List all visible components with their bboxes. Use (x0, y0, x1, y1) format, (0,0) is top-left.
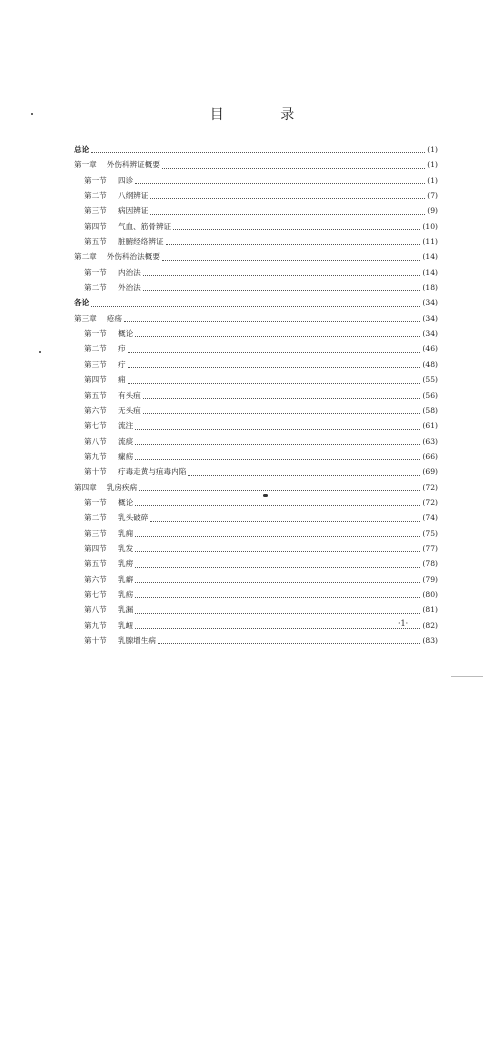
entry-title: 概论 (118, 497, 134, 507)
entry-page-number: (61) (422, 421, 438, 431)
dot-leader (128, 382, 421, 384)
section-number: 第二节 (84, 344, 107, 354)
toc-entry (74, 449, 438, 464)
entry-page-number: (18) (422, 283, 438, 293)
entry-page-number: (34) (422, 298, 438, 308)
section-number: 第六节 (84, 405, 107, 415)
toc-entry (74, 326, 438, 341)
entry-page-number: (75) (422, 528, 438, 538)
entry-title: 流痰 (118, 436, 134, 446)
toc-entry (74, 602, 438, 617)
dot-leader (128, 366, 421, 368)
dot-leader (135, 443, 420, 445)
section-number: 第七节 (84, 589, 107, 599)
entry-title: 流注 (118, 421, 134, 431)
section-number: 第五节 (84, 559, 107, 569)
chapter-number: 第二章 (74, 252, 97, 262)
toc-entry (74, 464, 438, 479)
dot-leader (143, 412, 421, 414)
toc-entry (74, 418, 438, 433)
entry-page-number: (46) (422, 344, 438, 354)
dot-leader (135, 581, 420, 583)
dot-leader (135, 504, 420, 506)
section-number: 第八节 (84, 605, 107, 615)
chapter-number: 第四章 (74, 482, 97, 492)
toc-entry (74, 173, 438, 188)
entry-title: 乳痈 (118, 528, 134, 538)
toc-entry (74, 572, 438, 587)
entry-page-number: (80) (422, 589, 438, 599)
toc-entry (74, 280, 438, 295)
section-number: 第九节 (84, 451, 107, 461)
section-number: 第三节 (84, 206, 107, 216)
dot-leader (143, 274, 421, 276)
dot-leader (91, 305, 420, 307)
entry-page-number: (63) (422, 436, 438, 446)
toc-entry (74, 295, 438, 310)
section-number: 第十节 (84, 467, 107, 477)
toc-entry (74, 234, 438, 249)
entry-page-number: (55) (422, 375, 438, 385)
dot-leader (135, 182, 425, 184)
entry-title: 病因辨证 (118, 206, 149, 216)
entry-title: 瘰疬 (118, 451, 134, 461)
dot-leader (139, 489, 420, 491)
toc-entry (74, 265, 438, 280)
entry-title: 脏腑经络辨证 (118, 237, 164, 247)
section-number: 第四节 (84, 221, 107, 231)
entry-title: 外伤科治法概要 (106, 252, 160, 262)
section-number: 第五节 (84, 390, 107, 400)
toc-entry (74, 341, 438, 356)
entry-page-number: (34) (422, 329, 438, 339)
entry-title: 乳癖 (118, 574, 134, 584)
section-number: 第七节 (84, 421, 107, 431)
scan-speck (31, 113, 33, 115)
entry-page-number: (1) (427, 160, 438, 170)
section-number: 第一节 (84, 267, 107, 277)
entry-page-number: (72) (422, 482, 438, 492)
scan-line (451, 676, 483, 677)
entry-title: 乳腺增生病 (118, 636, 156, 645)
entry-page-number: (14) (422, 252, 438, 262)
entry-title: 外伤科辨证概要 (106, 160, 160, 170)
entry-page-number: (34) (422, 313, 438, 323)
entry-page-number: (81) (422, 605, 438, 615)
entry-page-number: (78) (422, 559, 438, 569)
section-number: 第八节 (84, 436, 107, 446)
section-number: 第一节 (84, 329, 107, 339)
toc-entry (74, 587, 438, 602)
entry-title: 疔 (118, 359, 126, 369)
entry-title: 乳痨 (118, 559, 134, 569)
entry-title: 四诊 (118, 175, 134, 185)
section-number: 第一节 (84, 497, 107, 507)
toc-entry (74, 157, 438, 172)
entry-page-number: (9) (427, 206, 438, 216)
entry-title: 乳疬 (118, 589, 134, 599)
toc-entry (74, 434, 438, 449)
toc-entry (74, 633, 438, 648)
toc-entry (74, 249, 438, 264)
dot-leader (162, 167, 425, 169)
toc-entry (74, 203, 438, 218)
page-number: ·1· (398, 619, 409, 628)
entry-title: 疖 (118, 344, 126, 354)
entry-title: 乳发 (118, 543, 134, 553)
dot-leader (135, 335, 420, 337)
toc-entry (74, 372, 438, 387)
toc-entry (74, 618, 438, 633)
dot-leader (135, 627, 420, 629)
toc-entry (74, 526, 438, 541)
dot-leader (128, 351, 421, 353)
page-title: 目 录 (209, 107, 321, 123)
entry-page-number: (77) (422, 543, 438, 553)
entry-page-number: (1) (427, 145, 438, 154)
toc-entry (74, 510, 438, 525)
section-number: 第二节 (84, 283, 107, 293)
entry-title: 内治法 (118, 267, 141, 277)
dot-leader (162, 259, 420, 261)
toc-entry (74, 480, 438, 495)
toc-entry (74, 403, 438, 418)
entry-page-number: (66) (422, 451, 438, 461)
entry-title: 概论 (118, 329, 134, 339)
toc-entry (74, 357, 438, 372)
dot-leader (135, 566, 420, 568)
toc-entry (74, 388, 438, 403)
section-number: 第三节 (84, 528, 107, 538)
entry-title: 痈 (118, 375, 126, 385)
toc-entry (74, 495, 438, 510)
section-number: 第一节 (84, 175, 107, 185)
section-number: 第六节 (84, 574, 107, 584)
dot-leader (135, 550, 420, 552)
entry-title: 疔毒走黄与疽毒内陷 (118, 467, 187, 477)
entry-page-number: (79) (422, 574, 438, 584)
entry-title: 总论 (74, 145, 90, 154)
section-number: 第二节 (84, 513, 107, 523)
entry-title: 疮疡 (106, 313, 122, 323)
dot-leader (188, 474, 420, 476)
dot-leader (166, 243, 421, 245)
entry-title: 各论 (74, 298, 90, 308)
section-number: 第二节 (84, 191, 107, 201)
dot-leader (135, 535, 420, 537)
dot-leader (150, 213, 425, 215)
toc-entry (74, 541, 438, 556)
chapter-number: 第一章 (74, 160, 97, 170)
entry-page-number: (48) (422, 359, 438, 369)
scan-speck (263, 494, 268, 497)
section-number: 第九节 (84, 620, 107, 630)
toc-entry (74, 556, 438, 571)
section-number: 第十节 (84, 636, 107, 645)
entry-title: 外治法 (118, 283, 141, 293)
entry-page-number: (11) (422, 237, 438, 247)
entry-page-number: (7) (427, 191, 438, 201)
dot-leader (143, 289, 421, 291)
chapter-number: 第三章 (74, 313, 97, 323)
entry-page-number: (69) (422, 467, 438, 477)
table-of-contents (74, 142, 438, 648)
section-number: 第五节 (84, 237, 107, 247)
entry-title: 乳漏 (118, 605, 134, 615)
toc-entry (74, 188, 438, 203)
entry-page-number: (1) (427, 175, 438, 185)
toc-entry (74, 142, 438, 157)
dot-leader (124, 320, 420, 322)
toc-entry (74, 311, 438, 326)
dot-leader (91, 151, 425, 153)
entry-page-number: (56) (422, 390, 438, 400)
entry-page-number: (14) (422, 267, 438, 277)
toc-entry (74, 219, 438, 234)
entry-title: 有头疽 (118, 390, 141, 400)
scan-speck (39, 351, 41, 353)
dot-leader (143, 397, 421, 399)
entry-title: 乳头破碎 (118, 513, 149, 523)
dot-leader (150, 520, 420, 522)
entry-page-number: (58) (422, 405, 438, 415)
section-number: 第三节 (84, 359, 107, 369)
dot-leader (150, 197, 425, 199)
entry-title: 乳房疾病 (106, 482, 138, 492)
dot-leader (158, 642, 420, 644)
dot-leader (135, 596, 420, 598)
section-number: 第四节 (84, 375, 107, 385)
entry-title: 八纲辨证 (118, 191, 149, 201)
entry-page-number: (83) (422, 636, 438, 645)
dot-leader (135, 612, 420, 614)
dot-leader (173, 228, 420, 230)
entry-title: 乳衄 (118, 620, 134, 630)
entry-page-number: (72) (422, 497, 438, 507)
section-number: 第四节 (84, 543, 107, 553)
entry-title: 气血、筋骨辨证 (118, 221, 172, 231)
dot-leader (135, 458, 420, 460)
dot-leader (135, 428, 420, 430)
entry-page-number: (82) (422, 620, 438, 630)
entry-page-number: (10) (422, 221, 438, 231)
entry-title: 无头疽 (118, 405, 141, 415)
entry-page-number: (74) (422, 513, 438, 523)
